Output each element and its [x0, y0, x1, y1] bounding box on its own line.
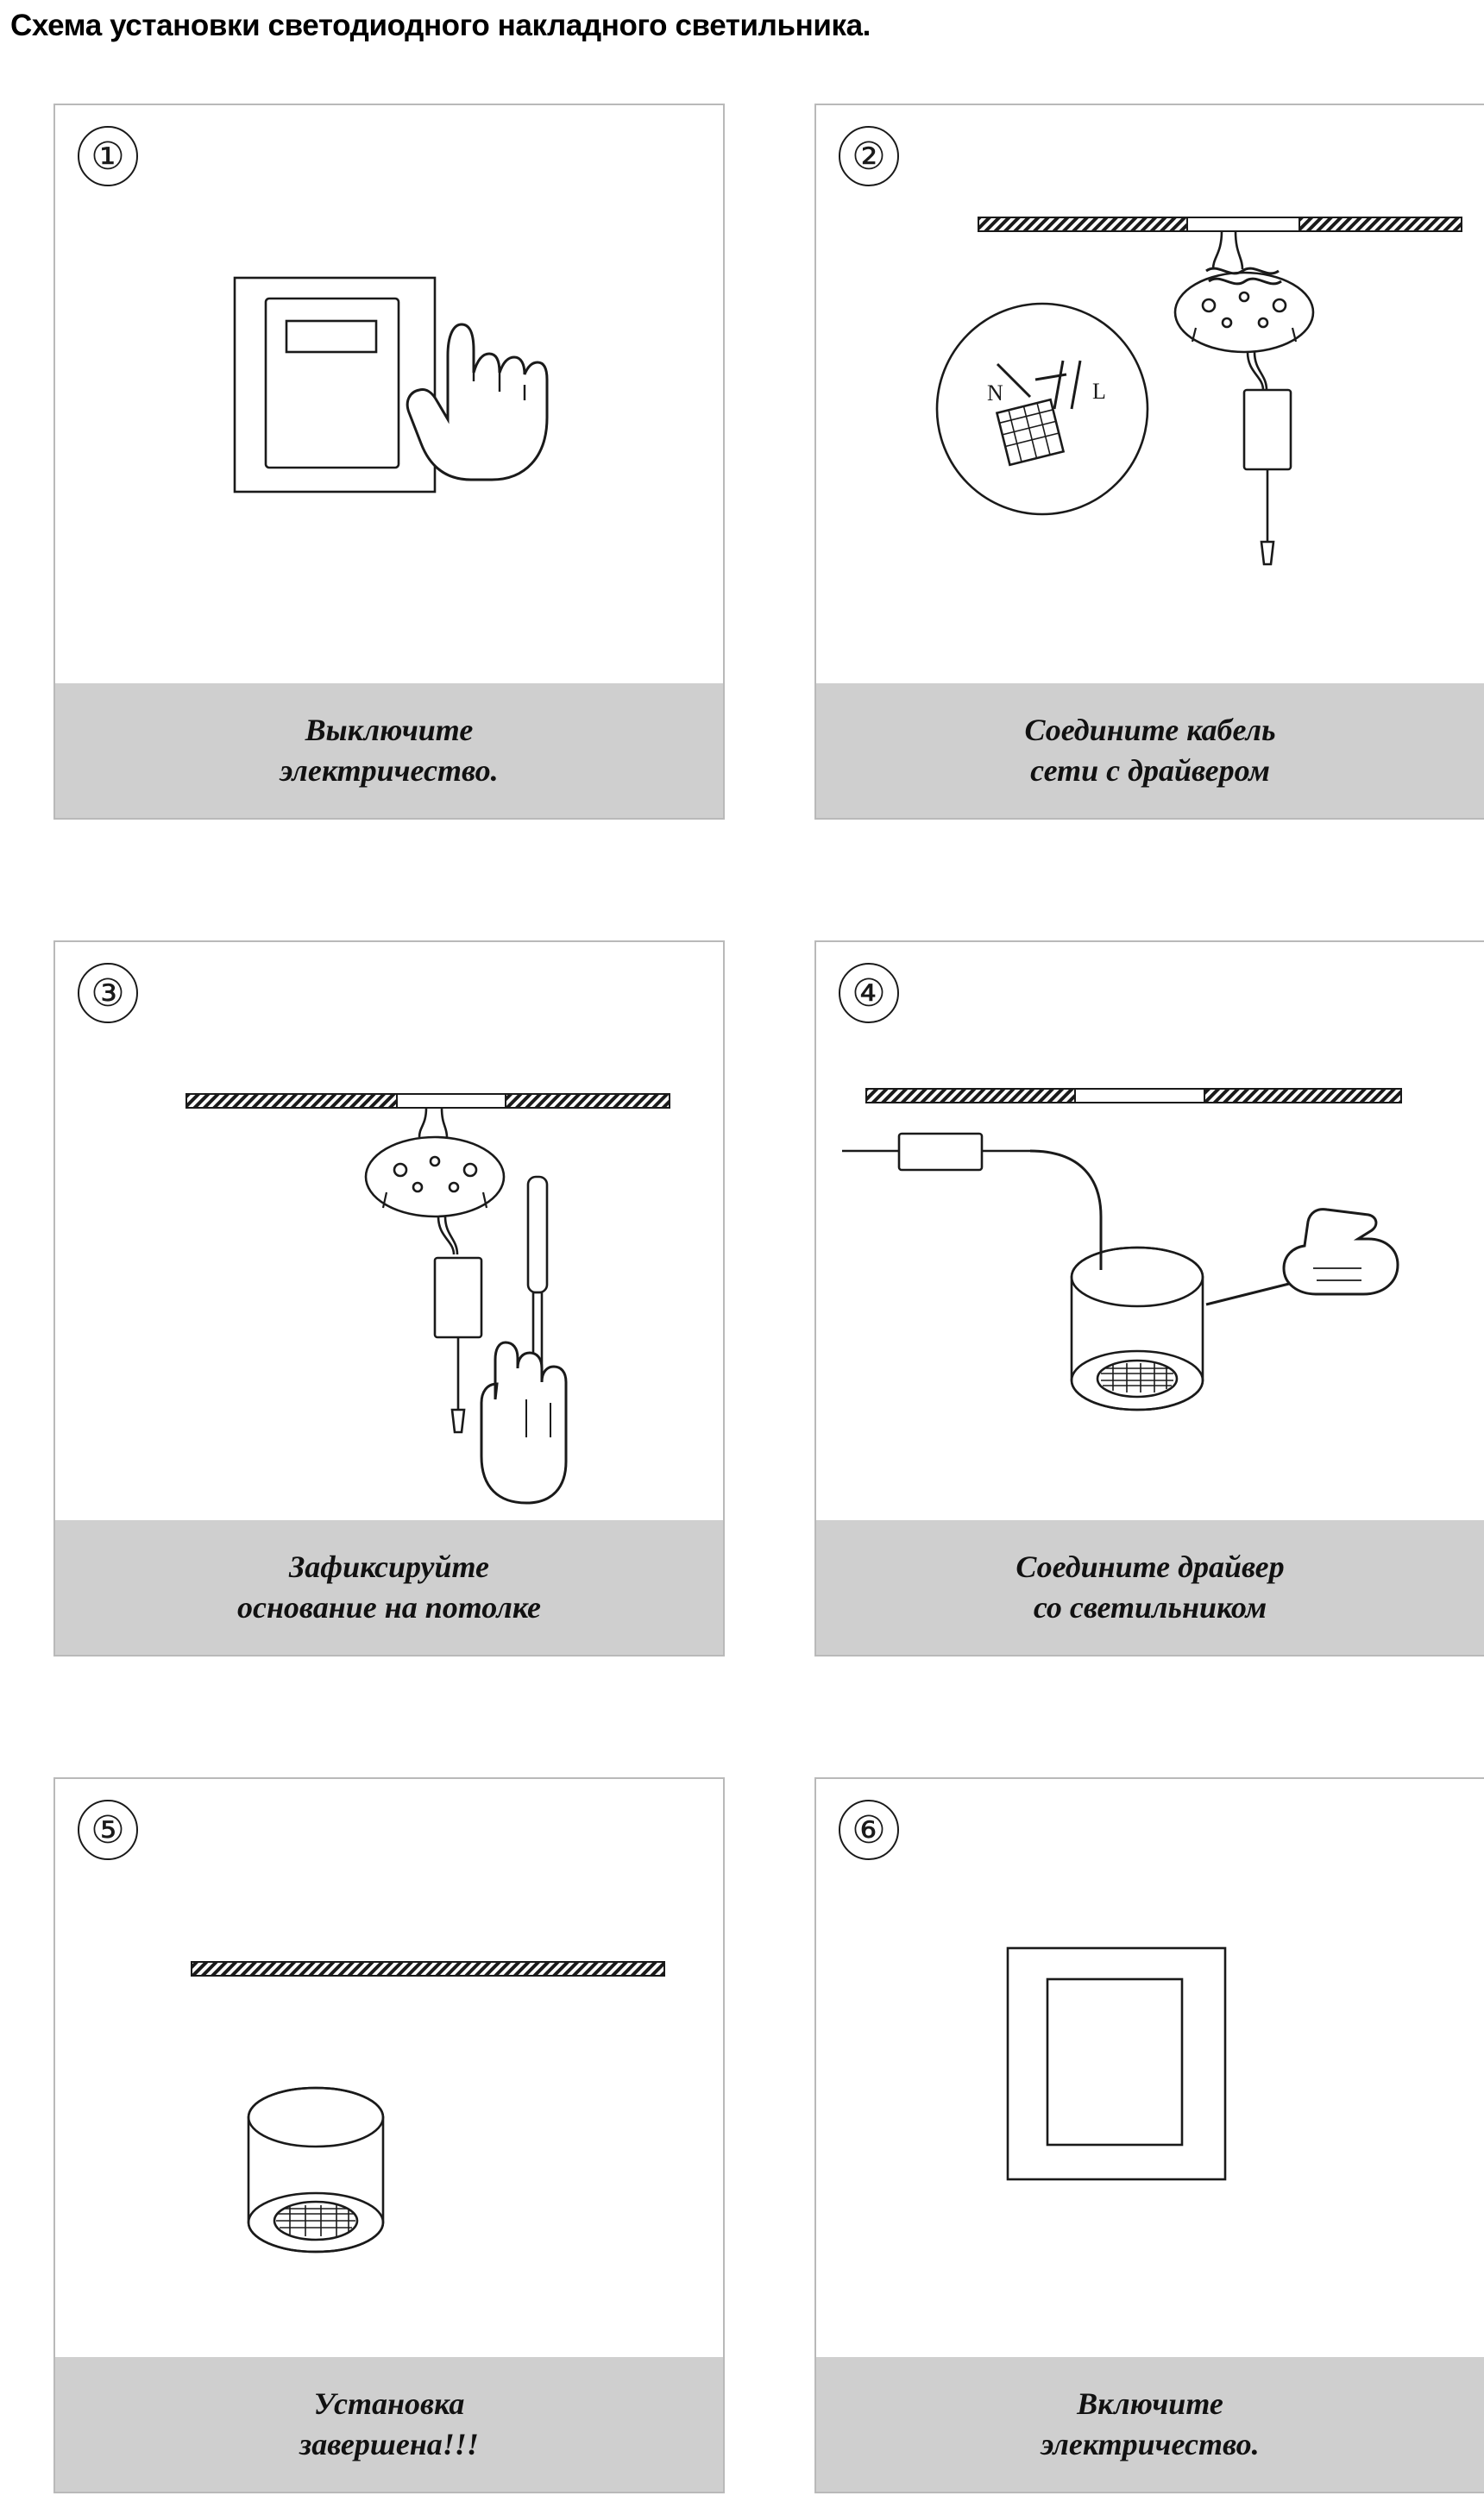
- step-card-3: [53, 940, 725, 1656]
- page-title: Схема установки светодиодного накладного светильника.: [10, 9, 871, 42]
- step-caption-1: [55, 683, 723, 818]
- step-number-badge-3: ③: [78, 963, 138, 1023]
- steps-grid: [0, 104, 1484, 2502]
- step-card-5: [53, 1777, 725, 2493]
- step-caption-line: завершена!!!: [299, 2427, 479, 2461]
- step-number-badge-1: ①: [78, 126, 138, 186]
- step-caption-line: Соедините кабель: [1024, 713, 1276, 747]
- step-caption-line: Выключите: [305, 713, 474, 747]
- step-caption-line: электричество.: [280, 753, 499, 788]
- label-live: L: [1092, 379, 1106, 404]
- step-card-4: [814, 940, 1484, 1656]
- step-caption-line: со светильником: [1033, 1590, 1267, 1625]
- step-caption-line: Зафиксируйте: [288, 1550, 489, 1584]
- step-caption-4: [816, 1520, 1484, 1655]
- step-card-6: [814, 1777, 1484, 2493]
- step-caption-2: [816, 683, 1484, 818]
- step-number-badge-5: ⑤: [78, 1800, 138, 1860]
- step-caption-line: Соедините драйвер: [1016, 1550, 1285, 1584]
- step-caption-6: [816, 2357, 1484, 2492]
- step-caption-5: [55, 2357, 723, 2492]
- label-neutral: N: [987, 380, 1003, 405]
- step-number-badge-2: ②: [839, 126, 899, 186]
- step-caption-line: электричество.: [1041, 2427, 1260, 2461]
- step-caption-line: Включите: [1077, 2386, 1223, 2421]
- step-caption-line: сети с драйвером: [1030, 753, 1270, 788]
- step-number-badge-6: ⑥: [839, 1800, 899, 1860]
- step-caption-3: [55, 1520, 723, 1655]
- step-card-2: [814, 104, 1484, 820]
- step-number-badge-4: ④: [839, 963, 899, 1023]
- step-card-1: [53, 104, 725, 820]
- step-caption-line: основание на потолке: [236, 1590, 542, 1625]
- step-caption-line: Установка: [313, 2386, 465, 2421]
